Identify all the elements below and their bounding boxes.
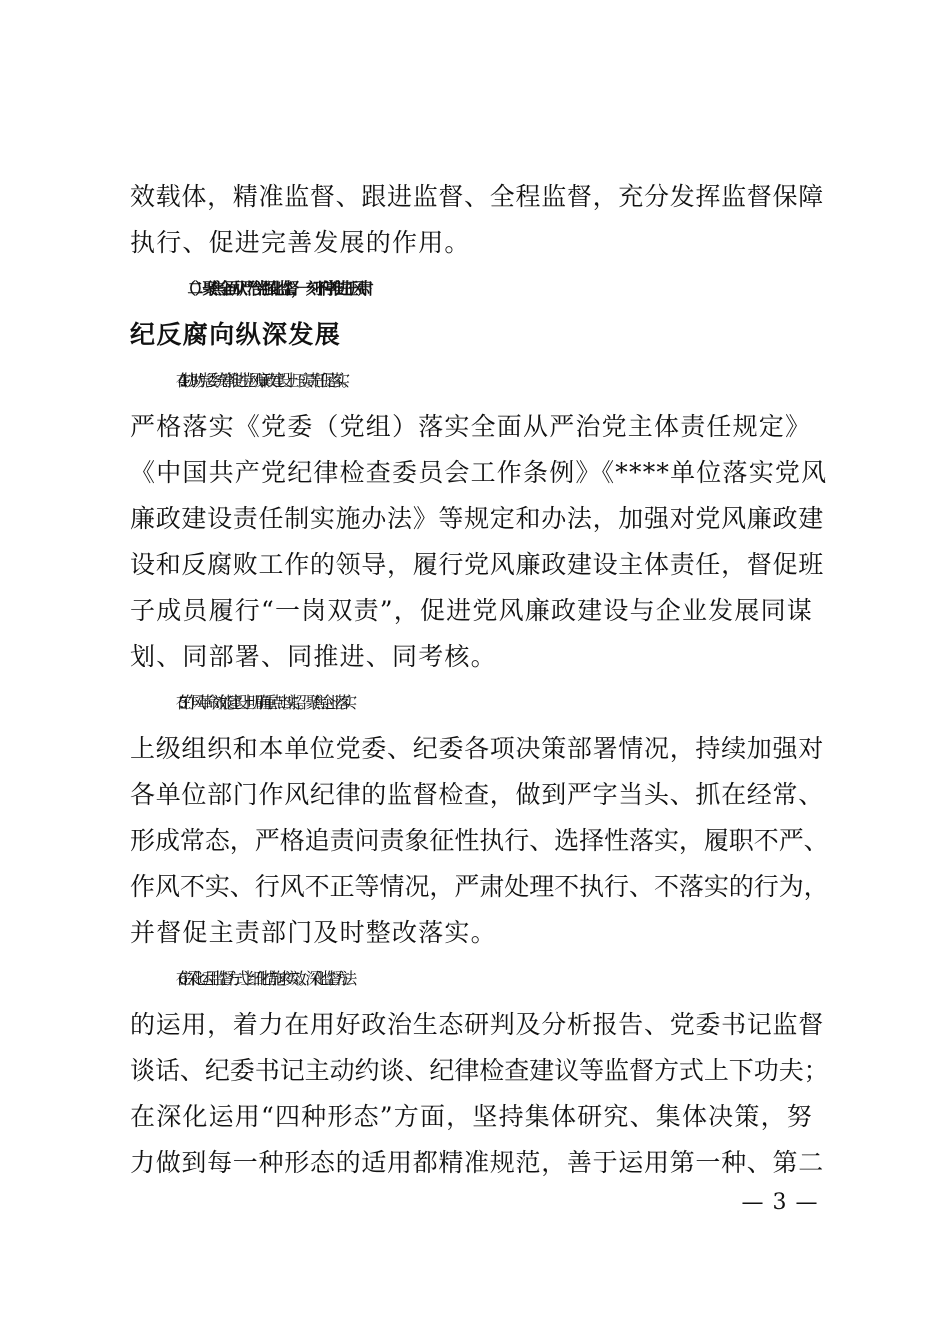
- paragraph-line: 各单位部门作风纪律的监督检查，做到严字当头、抓在经常、: [130, 780, 824, 809]
- paragraph-line: 执行、促进完善发展的作用。: [130, 228, 471, 257]
- paragraph-line: 并督促主责部门及时整改落实。: [130, 918, 497, 947]
- section-heading-line: 纪反腐向纵深发展: [130, 320, 342, 349]
- paragraph-line: 廉政建设责任制实施办法》等规定和办法，加强对党风廉政建: [130, 504, 824, 533]
- paragraph-line: 严格落实《党委（党组）落实全面从严治党主体责任规定》: [130, 412, 812, 441]
- paragraph-line: 《中国共产党纪律检查委员会工作条例》《****单位落实党风: [130, 458, 828, 487]
- paragraph-line: 形成常态，严格追责问责象征性执行、选择性落实，履职不严、: [130, 826, 829, 855]
- paragraph-line: 上级组织和本单位党委、纪委各项决策部署情况，持续加强对: [130, 734, 824, 763]
- paragraph-line: 6.在深化运用监督方式上细化措施求实效。深化监督方法: [178, 969, 349, 988]
- paragraph-line: 力做到每一种形态的适用都精准规范，善于运用第一种、第二: [130, 1148, 824, 1177]
- paragraph-line: 谈话、纪委书记主动约谈、纪律检查建议等监督方式上下功夫；: [130, 1056, 829, 1085]
- paragraph-line: 设和反腐败工作的领导，履行党风廉政建设主体责任，督促班: [130, 550, 824, 579]
- paragraph-line: 作风不实、行风不正等情况，严肃处理不执行、不落实的行为，: [130, 872, 829, 901]
- paragraph-line: 效载体，精准监督、跟进监督、全程监督，充分发挥监督保障: [130, 182, 824, 211]
- page-number: — 3 —: [741, 1190, 819, 1215]
- paragraph-line: 子成员履行“一岗双责”，促进党风廉政建设与企业发展同谋: [130, 596, 813, 625]
- paragraph-line: 在深化运用“四种形态”方面，坚持集体研究、集体决策，努: [130, 1102, 813, 1131]
- paragraph-line: 划、同部署、同推进、同考核。: [130, 642, 497, 671]
- paragraph-line: 的运用，着力在用好政治生态研判及分析报告、党委书记监督: [130, 1010, 824, 1039]
- paragraph-line: 4.在协助党委统筹推进党风廉政建设上压实责任促落实。: [178, 371, 349, 390]
- paragraph-line: 5.在作风革命效能建设上明确重点出实招。聚焦企业落实: [178, 693, 349, 712]
- section-heading-line: （二）聚焦全面从严治党强化监督，一刻不停推进正风肃: [180, 279, 366, 298]
